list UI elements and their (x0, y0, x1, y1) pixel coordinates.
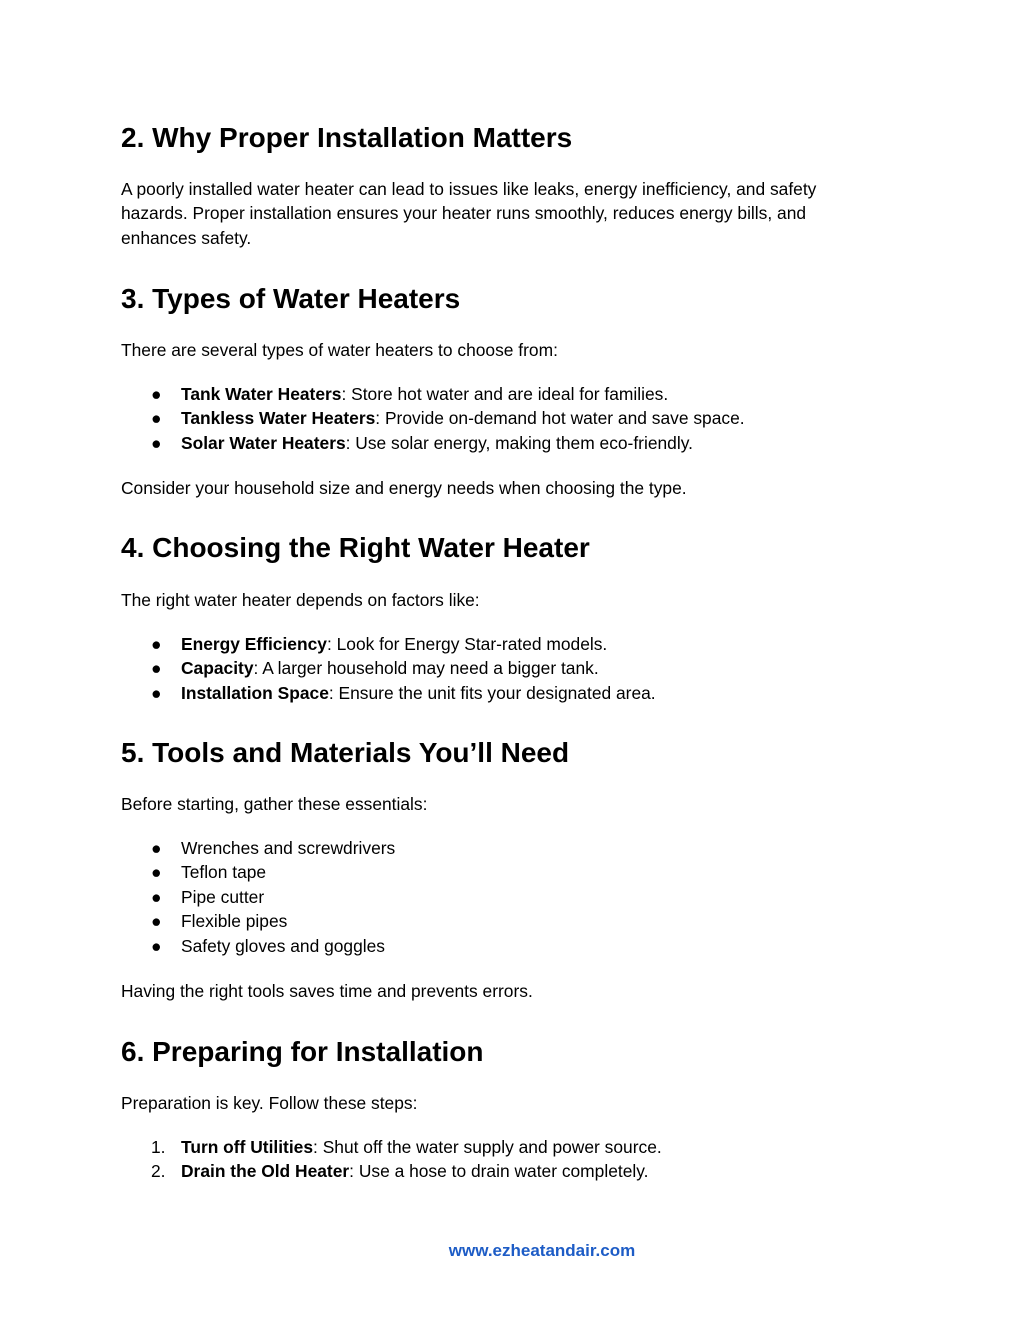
bullet-marker: ● (151, 432, 162, 453)
step-number: 2. (151, 1161, 166, 1182)
steps-list (121, 1135, 866, 1184)
heading-tools-and-materials: 5. Tools and Materials You’ll Need (121, 737, 570, 768)
list-item (121, 934, 866, 958)
list-item-text: Safety gloves and goggles (181, 935, 386, 956)
list-item-term: Drain the Old Heater (181, 1161, 350, 1182)
bullet-marker: ● (151, 384, 162, 404)
bullet-marker: ● (151, 658, 162, 679)
list-item-text: Pipe cutter (181, 886, 265, 907)
list-item (121, 632, 866, 656)
bullet-marker: ● (151, 911, 162, 932)
list-item-term: Installation Space (181, 682, 329, 703)
paragraph-types-outro: Consider your household size and energy needs when choosing the type. (121, 478, 687, 498)
paragraph-preparing-intro: Preparation is key. Follow these steps: (121, 1093, 418, 1113)
list-item (121, 1135, 866, 1159)
list-item-desc: : Use solar energy, making them eco-friendly. (345, 432, 693, 453)
list-item-desc: : Provide on-demand hot water and save space. (375, 408, 745, 429)
bullet-marker: ● (151, 838, 162, 858)
heading-why-proper-installation: 2. Why Proper Installation Matters (121, 122, 573, 153)
bullet-marker: ● (151, 862, 162, 883)
heading-choosing-right-heater: 4. Choosing the Right Water Heater (121, 532, 590, 563)
list-item (121, 1159, 866, 1183)
list-item-text: Wrenches and screwdrivers (181, 838, 396, 858)
bullet-marker: ● (151, 634, 162, 654)
list-item-desc: : A larger household may need a bigger tank. (253, 658, 599, 679)
list-item (121, 885, 866, 909)
heading-preparing-for-installation: 6. Preparing for Installation (121, 1036, 484, 1067)
bullet-marker: ● (151, 935, 162, 956)
list-item (121, 406, 866, 430)
list-item (121, 431, 866, 455)
list-item-term: Solar Water Heaters (181, 432, 346, 453)
list-item-desc: : Ensure the unit fits your designated area. (328, 682, 656, 703)
paragraph-why-proper-installation: A poorly installed water heater can lead to issues like leaks, energy inefficiency, and safety hazards. Proper installation ensures your heater runs smoothly, reduces energy bills, and enhances safety. (121, 179, 817, 248)
list-item (121, 656, 866, 680)
list-item-term: Turn off Utilities (181, 1137, 314, 1157)
paragraph-types-intro: There are several types of water heaters to choose from: (121, 340, 558, 360)
tools-list (121, 836, 866, 958)
factors-list (121, 632, 866, 705)
list-item-term: Capacity (181, 658, 254, 679)
list-item (121, 860, 866, 884)
list-item-term: Energy Efficiency (181, 634, 327, 654)
list-item (121, 382, 866, 406)
list-item (121, 681, 866, 705)
paragraph-tools-intro: Before starting, gather these essentials: (121, 794, 428, 814)
list-item-desc: : Use a hose to drain water completely. (349, 1161, 649, 1182)
bullet-marker: ● (151, 682, 162, 703)
list-item-term: Tank Water Heaters (181, 384, 342, 404)
heading-types-of-water-heaters: 3. Types of Water Heaters (121, 283, 461, 314)
bullet-marker: ● (151, 408, 162, 429)
paragraph-choosing-intro: The right water heater depends on factors like: (121, 590, 480, 610)
list-item-desc: : Look for Energy Star-rated models. (326, 634, 608, 654)
bullet-marker: ● (151, 886, 162, 907)
list-item-text: Flexible pipes (181, 911, 288, 932)
paragraph-tools-outro: Having the right tools saves time and prevents errors. (121, 981, 533, 1001)
types-list (121, 382, 866, 455)
list-item (121, 836, 866, 860)
list-item-term: Tankless Water Heaters (181, 408, 376, 429)
step-number: 1. (151, 1137, 166, 1157)
footer-website-link[interactable]: www.ezheatandair.com (448, 1241, 636, 1260)
list-item-desc: : Store hot water and are ideal for families. (341, 384, 669, 404)
list-item-text: Teflon tape (181, 862, 267, 883)
list-item-desc: : Shut off the water supply and power source. (313, 1137, 662, 1157)
list-item (121, 909, 866, 933)
